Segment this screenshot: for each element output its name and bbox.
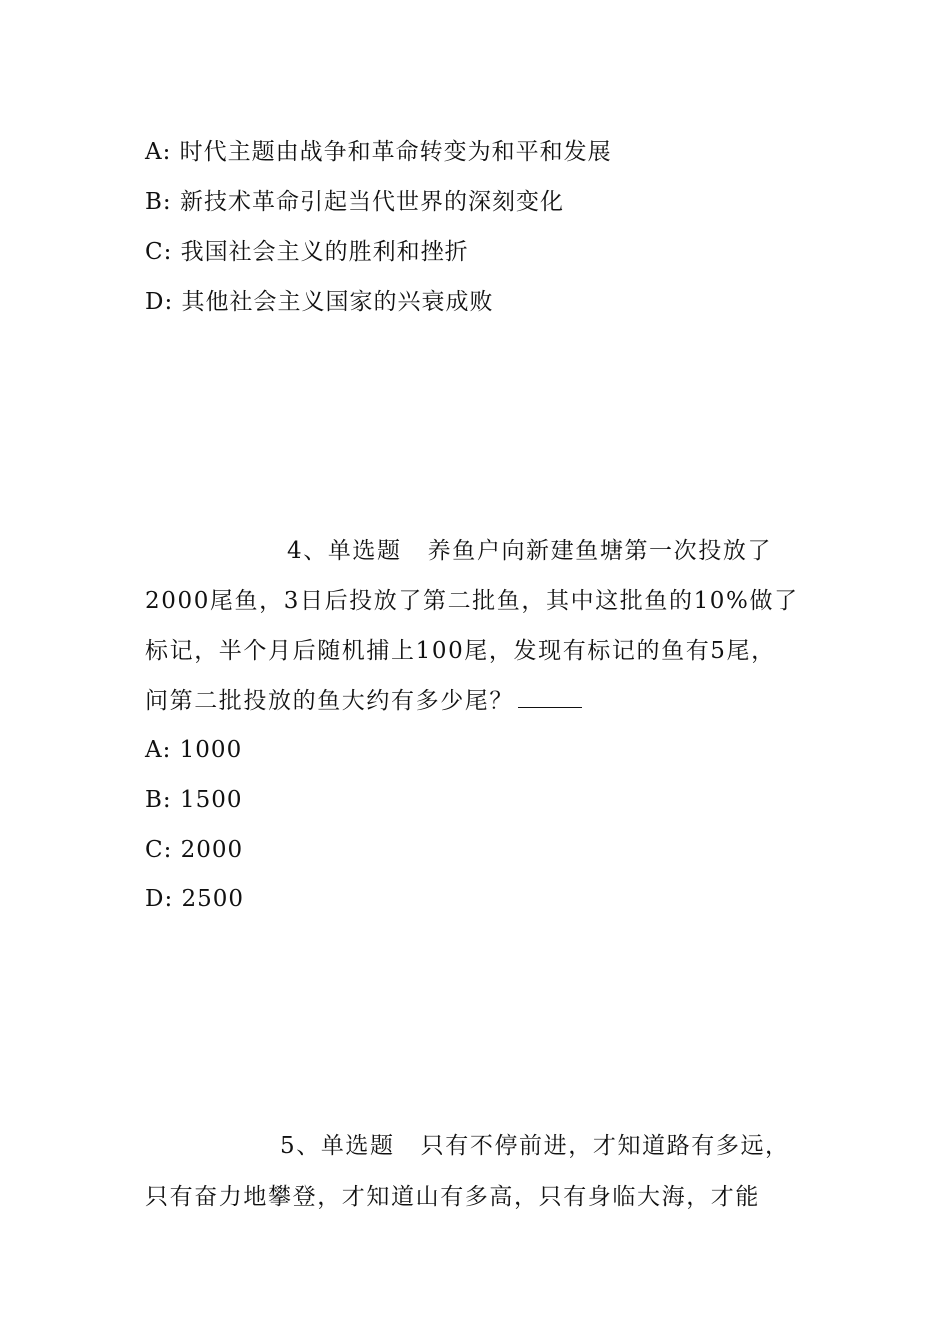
question-4-option-a[interactable]: A: 1000 — [145, 737, 243, 763]
question-5-number: 5、单选题 — [280, 1133, 395, 1159]
question-4-option-d[interactable]: D: 2500 — [145, 886, 245, 912]
option-a[interactable]: A: 时代主题由战争和革命转变为和平和发展 — [145, 139, 612, 165]
question-5-text-line-2: 只有奋力地攀登，才知道山有多高，只有身临大海，才能 — [145, 1184, 760, 1210]
question-4-number: 4、单选题 — [287, 538, 402, 564]
question-4-text-line-3: 标记，半个月后随机捕上100尾，发现有标记的鱼有5尾， — [145, 638, 776, 664]
question-5-first-line — [280, 1129, 790, 1163]
option-c[interactable]: C: 我国社会主义的胜利和挫折 — [145, 239, 469, 265]
question-4-text-line-2: 2000尾鱼，3日后投放了第二批鱼，其中这批鱼的10%做了 — [145, 588, 799, 614]
option-b[interactable]: B: 新技术革命引起当代世界的深刻变化 — [145, 189, 564, 215]
question-4-text-line-1: 养鱼户向新建鱼塘第一次投放了 — [427, 538, 773, 564]
question-4-text-line-4 — [145, 684, 582, 718]
question-4-option-b[interactable]: B: 1500 — [145, 787, 243, 813]
question-4-first-line — [287, 534, 772, 568]
question-4-option-c[interactable]: C: 2000 — [145, 837, 244, 863]
answer-blank — [518, 685, 582, 708]
question-4-text-line-4-content: 问第二批投放的鱼大约有多少尾？ — [145, 688, 514, 714]
question-5-text-line-1: 只有不停前进，才知道路有多远， — [420, 1133, 790, 1159]
option-d[interactable]: D: 其他社会主义国家的兴衰成败 — [145, 289, 494, 315]
